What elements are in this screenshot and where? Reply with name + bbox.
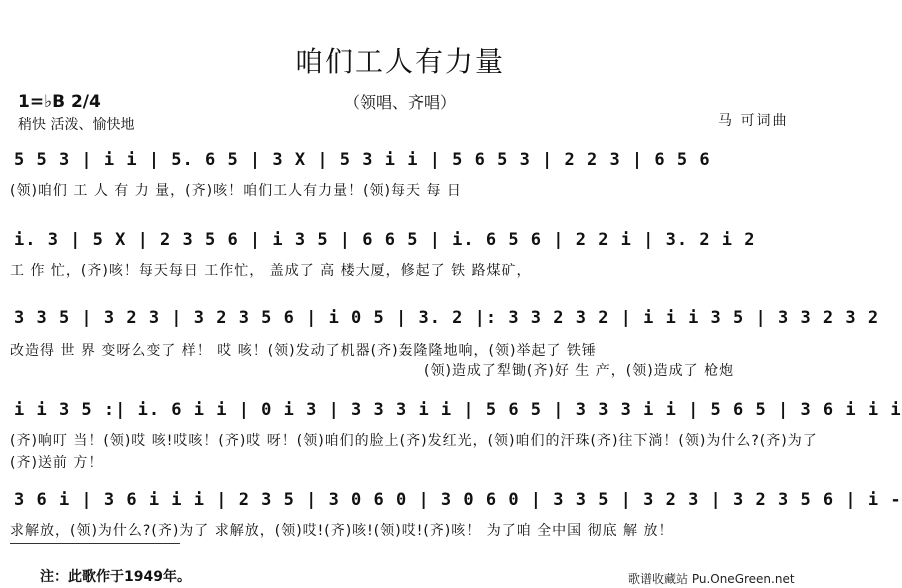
- key-signature: 1=♭B 2/4: [18, 92, 101, 112]
- lyrics-row-3-verse-2: (领)造成了犁锄(齐)好 生 产，(领)造成了 枪炮: [424, 363, 735, 379]
- notation-row-1: 5 5 3 | i i | 5. 6 5 | 3 X | 5 3 i i | 5 6 5 3 | 2 2 3 | 6 5 6: [14, 150, 711, 170]
- footnote: 注：此歌作于1949年。: [40, 569, 191, 585]
- composer-credit: 马 可词曲: [718, 113, 789, 129]
- tempo-marking: 稍快 活泼、愉快地: [18, 117, 135, 133]
- lyrics-row-2: 工 作 忙，(齐)咳！每天每日 工作忙， 盖成了 高 楼大厦，修起了 铁 路煤矿，: [10, 263, 532, 279]
- notation-row-3: 3 3 5 | 3 2 3 | 3 2 3 5 6 | i 0 5 | 3. 2 |: 3 3 2 3 2 | i i i 3 5 | 3 3 2 3 2: [14, 308, 880, 328]
- lyrics-row-4-verse-1: (齐)响叮 当！(领)哎 咳!哎咳！(齐)哎 呀！(领)咱们的脸上(齐)发红光，(领)咱们的汗珠(齐)往下淌！(领)为什么?(齐)为了: [10, 433, 818, 449]
- lyrics-row-4-verse-2: (齐)送前 方！: [10, 455, 104, 471]
- notation-row-5: 3 6 i | 3 6 i i i | 2 3 5 | 3 0 6 0 | 3 0 6 0 | 3 3 5 | 3 2 3 | 3 2 3 5 6 | i -: [14, 490, 902, 510]
- lyrics-row-1: (领)咱们 工 人 有 力 量，(齐)咳！咱们工人有力量！(领)每天 每 日: [10, 183, 462, 199]
- song-title: 咱们工人有力量: [294, 45, 505, 78]
- footnote-divider: [10, 543, 180, 544]
- lyrics-row-3-verse-1: 改造得 世 界 变呀么变了 样！ 哎 咳！(领)发动了机器(齐)轰隆隆地响，(领)举起了 铁锤: [10, 343, 597, 359]
- notation-row-4: i i 3 5 :| i. 6 i i | 0 i 3 | 3 3 3 i i | 5 6 5 | 3 3 3 i i | 5 6 5 | 3 6 i i i: [14, 400, 902, 420]
- lyrics-row-5: 求解放，(领)为什么?(齐)为了 求解放，(领)哎!(齐)咳!(领)哎!(齐)咳！ 为了咱 全中国 彻底 解 放！: [10, 523, 674, 539]
- site-watermark: 歌谱收藏站 Pu.OneGreen.net: [628, 572, 795, 586]
- performance-note: （领唱、齐唱）: [343, 93, 456, 112]
- notation-row-2: i. 3 | 5 X | 2 3 5 6 | i 3 5 | 6 6 5 | i. 6 5 6 | 2 2 i | 3. 2 i 2: [14, 230, 756, 250]
